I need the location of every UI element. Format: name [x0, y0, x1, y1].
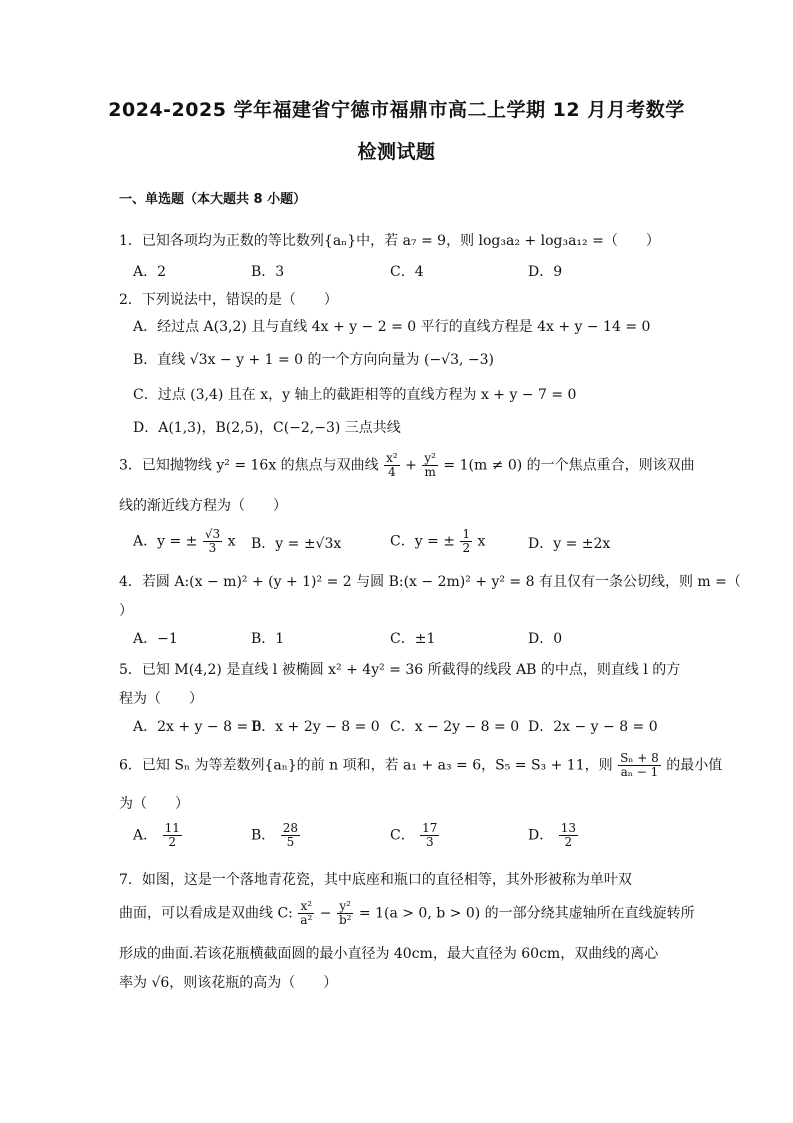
q7-fraction-y — [337, 900, 354, 927]
question-4-stem-cont: ） — [119, 603, 133, 619]
q3-c-post: x — [477, 533, 486, 550]
q2-option-b: B．直线 √3x − y + 1 = 0 的一个方向向量为 (−√3, −3) — [133, 352, 494, 368]
question-3-stem-cont: 线的渐近线方程为（ ） — [119, 498, 287, 514]
q6-a-fraction — [163, 822, 182, 849]
q3-frac2-num: y² — [424, 451, 436, 465]
q4-option-c: C．±1 — [390, 631, 436, 647]
question-7-line-2 — [119, 900, 695, 927]
q6-a-label: A． — [133, 827, 158, 844]
q3-a-pre: A．y = ± — [133, 533, 198, 550]
q6-a-den: 2 — [168, 835, 177, 849]
q3-frac2-den: m — [424, 465, 436, 479]
q7-f2-den: b² — [338, 913, 352, 927]
q3-c-pre: C．y = ± — [390, 533, 455, 550]
q2-option-a: A．经过点 A(3,2) 且与直线 4x + y − 2 = 0 平行的直线方程是 4x + y − 14 = 0 — [133, 319, 651, 335]
q6-option-d — [528, 822, 579, 849]
q6-frac-num: Sₙ + 8 — [620, 751, 659, 765]
q6-a-num: 11 — [164, 821, 180, 835]
q6-c-fraction — [420, 822, 439, 849]
q3-frac1-num: x² — [386, 451, 398, 465]
q6-stem-post: 的最小值 — [666, 757, 723, 774]
q6-b-num: 28 — [282, 821, 299, 835]
q6-b-fraction — [281, 822, 300, 849]
q2-option-d: D．A(1,3)，B(2,5)，C(−2,−3) 三点共线 — [133, 420, 401, 436]
q3-c-fraction — [460, 528, 472, 555]
q7-minus: − — [319, 905, 332, 922]
question-7-line-3: 形成的曲面.若该花瓶横截面圆的最小直径为 40cm，最大直径为 60cm，双曲线的离心 — [119, 946, 659, 962]
q3-option-a — [133, 528, 235, 555]
question-2-stem: 2．下列说法中，错误的是（ ） — [119, 292, 338, 308]
q6-d-num: 13 — [560, 821, 576, 835]
q3-c-den: 2 — [462, 541, 471, 555]
q6-fraction — [618, 752, 661, 779]
q3-option-b: B．y = ±√3x — [251, 536, 342, 552]
q6-d-fraction — [559, 822, 578, 849]
q3-option-c — [390, 528, 485, 555]
q3-fraction-x — [384, 452, 400, 479]
title-line-1: 2024-2025 学年福建省宁德市福鼎市高二上学期 12 月月考数学 — [108, 99, 685, 121]
q6-c-den: 3 — [425, 835, 434, 849]
q6-stem-pre: 6．已知 Sₙ 为等差数列{aₙ}的前 n 项和，若 a₁ + a₃ = 6，S₅ = S₃ + 11，则 — [119, 757, 613, 774]
q3-a-den: 3 — [208, 541, 217, 555]
question-7-line-1: 7．如图，这是一个落地青花瓷，其中底座和瓶口的直径相等，其外形被称为单叶双 — [119, 872, 632, 888]
q6-d-label: D． — [528, 827, 554, 844]
question-5-stem: 5．已知 M(4,2) 是直线 l 被椭圆 x² + 4y² = 36 所截得的线段 AB 的中点，则直线 l 的方 — [119, 662, 681, 678]
question-3-stem — [119, 452, 695, 479]
q6-d-den: 2 — [564, 835, 573, 849]
question-6-stem-cont: 为（ ） — [119, 796, 189, 812]
q1-option-c: C．4 — [390, 264, 424, 280]
q4-option-d: D．0 — [528, 631, 563, 647]
q4-option-b: B．1 — [251, 631, 285, 647]
question-5-stem-cont: 程为（ ） — [119, 691, 203, 707]
q3-plus: + — [405, 457, 417, 474]
q3-a-fraction — [203, 528, 222, 555]
q6-option-b — [251, 822, 301, 849]
q7-line2-post: = 1(a > 0, b > 0) 的一部分绕其虚轴所在直线旋转所 — [358, 905, 695, 922]
title-line-2: 检测试题 — [357, 141, 436, 163]
q5-option-a: A．2x + y − 8 = 0 — [133, 719, 262, 735]
q5-option-d: D．2x − y − 8 = 0 — [528, 719, 658, 735]
q7-f2-num: y² — [337, 900, 354, 914]
q3-c-num: 1 — [462, 527, 471, 541]
q3-frac1-den: 4 — [388, 465, 396, 479]
q6-c-num: 17 — [422, 821, 438, 835]
q3-a-num: √3 — [204, 527, 221, 541]
q6-b-den: 5 — [286, 835, 295, 849]
q7-line2-pre: 曲面，可以看成是双曲线 C: — [119, 905, 293, 922]
question-6-stem — [119, 752, 722, 779]
q6-frac-den: aₙ − 1 — [620, 765, 659, 779]
q3-fraction-y — [422, 452, 438, 479]
q5-option-b: B．x + 2y − 8 = 0 — [251, 719, 380, 735]
question-7-line-4: 率为 √6，则该花瓶的高为（ ） — [119, 975, 338, 991]
q3-stem-post: = 1(m ≠ 0) 的一个焦点重合，则该双曲 — [443, 457, 695, 474]
q6-option-c — [390, 822, 440, 849]
question-1-stem: 1．已知各项均为正数的等比数列{aₙ}中，若 a₇ = 9，则 log₃a₂ + log₃a₁₂ =（ ） — [119, 233, 660, 249]
section-heading: 一、单选题（本大题共 8 小题） — [119, 192, 307, 207]
q5-option-c: C．x − 2y − 8 = 0 — [390, 719, 520, 735]
q3-stem-pre: 3．已知抛物线 y² = 16x 的焦点与双曲线 — [119, 457, 379, 474]
q4-option-a: A．−1 — [133, 631, 178, 647]
q7-f1-num: x² — [298, 900, 314, 914]
q1-option-a: A．2 — [133, 264, 167, 280]
q6-b-label: B． — [251, 827, 276, 844]
q3-a-post: x — [227, 533, 236, 550]
question-4-stem: 4．若圆 A:(x − m)² + (y + 1)² = 2 与圆 B:(x − 2m)² + y² = 8 有且仅有一条公切线，则 m =（ — [119, 574, 741, 590]
q6-option-a — [133, 822, 183, 849]
q1-option-d: D．9 — [528, 264, 563, 280]
q2-option-c: C．过点 (3,4) 且在 x，y 轴上的截距相等的直线方程为 x + y − 7 = 0 — [133, 387, 577, 403]
q7-fraction-x — [298, 900, 314, 927]
q6-c-label: C． — [390, 827, 415, 844]
q3-option-d: D．y = ±2x — [528, 536, 611, 552]
q7-f1-den: a² — [300, 913, 313, 927]
q1-option-b: B．3 — [251, 264, 285, 280]
